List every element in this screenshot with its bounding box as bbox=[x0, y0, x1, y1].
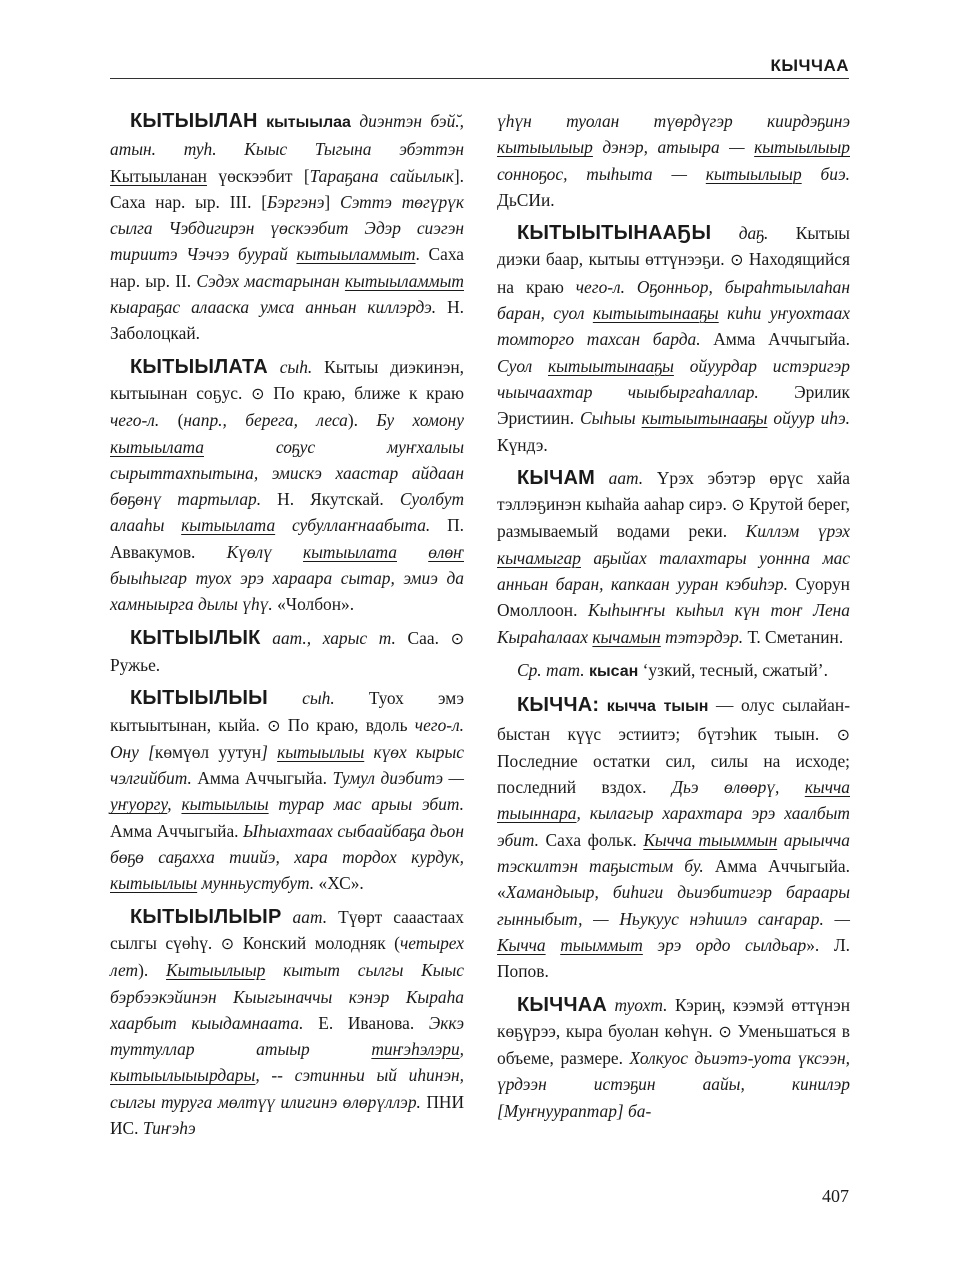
meaning-mark-icon: ⊙ bbox=[251, 383, 265, 403]
entry-kytyylan: КЫТЫЫЛАН кытыылаа диэнтэн бэй̆., атын. туһ. Кыыс Тыгына эбэттэн Кытыыланан үөскээбит [Тараҕана сайылык]. Саха нар. ыр. III. [Бэргэнэ] Сэттэ төгүрүк сылга Чэбдигирэн үөскээбит Эдэр сиэгэн тириитэ Чэчээ буурай кытыыламмыт. Саха нар. ыр. II. Сэдэх мастарынан кытыыламмыт кыараҕас алааска умса анньан киллэрдэ. Н. Заболоцкай. bbox=[110, 110, 465, 344]
meaning-mark-icon: ⊙ bbox=[220, 933, 235, 953]
entry-kychchaa: КЫЧЧАА туохт. Кэриң, кээмэй өттүнэн көҕүрээ, кыра буолан көһүн. ⊙ Уменьшаться в объеме, размере. Холкуос дьиэтэ-уота үксээн, үрдээн истэҕин аайы, кинилэр [Муҥнуураптар] ба- bbox=[497, 993, 851, 1121]
meaning-mark-icon: ⊙ bbox=[731, 495, 745, 515]
headword: КЫЧЧА: bbox=[517, 694, 600, 717]
entry-kychcha: КЫЧЧА: кычча тыын — олус сылайан-быстан күүс эстиитэ; бүтэһик тыын. ⊙ Последние остатки сил, силы на исходе; последний вздох. Дьэ өлөөрү, кычча тыыннара, кылагыр харахтара эрэ хаалбыт эбит. Саха фольк. Кычча тыыммын арыычча тэскилтэн таҕыстым бу. Амма Аччыгыйа. «Хамандыыр, биһиги дьиэбитигэр бараары гынныбыт, — Ньукуус нэһиилэ саҥарар. — Кычча тыыммыт эрэ ордо сылдьар». Л. Попов. bbox=[497, 694, 850, 982]
entry-kytyylyyr: КЫТЫЫЛЫЫР аат. Түөрт сааастаах сылгы сүөһү. ⊙ Конский молодняк (четырех лет). Кытыылыыр кытыт сылгы Кыыс бэрбээкэйинэн Кыыгыначчы кэнэр Кыраһа хаарбыт кыыдамнаата. Е. Иванова. Эккэ туттуллар атыыр тиҥэһэлэри, кытыылыыырдары, -- сэтинньи ый иһинэн, сылгы туруга мөлтүү илигинэ өлөрүллэр. ПНИ ИС. Тиҥэһэ bbox=[110, 905, 465, 1138]
entry-kytyytynaagy: КЫТЫЫТЫНААҔЫ даҕ. Кытыы диэки баар, кытыы өттүнээҕи. ⊙ Находящийся на краю чего-л. Оҕонньор, быраһтыылаһан баран, суол кытыытынааҕы киһи уҥуохтаах томторго тахсан барда. Амма Аччыгыйа. Суол кытыытынааҕы ойуурдар истэригэр чыычаахтар чыыбыргаһаллар. Эрилик Эристиин. Сыһыы кытыытынааҕы ойуур иһэ. Күндэ. bbox=[497, 222, 851, 455]
right-column bbox=[497, 108, 850, 1131]
subword: кычча тыын bbox=[606, 698, 709, 716]
meaning-mark-icon: ⊙ bbox=[718, 1021, 732, 1041]
headword: КЫТЫЫЛАТА bbox=[130, 355, 268, 378]
meaning-mark-icon: ⊙ bbox=[836, 724, 850, 744]
entry-kycham: КЫЧАМ аат. Үрэх эбэтэр өрүс хайа тэллэҕинэн кыһайа ааһар сирэ. ⊙ Крутой берег, размываемый водами реки. Киллэм үрэх кычамыгар аҕыйах талахтары уоннна мас анньан баран, капкаан ууран кэбиһэр. Суорун Омоллоон. Кыһыҥҥы кыһыл күн тоҥ Лена Кыраһалаах кычамын тэтэрдэр. Т. Сметанин. bbox=[497, 466, 851, 647]
entry-kytyylyk: КЫТЫЫЛЫК аат., харыс т. Саа. ⊙ Ружье. bbox=[110, 626, 464, 675]
headword: КЫТЫЫЛЫК bbox=[130, 626, 261, 649]
meaning-mark-icon: ⊙ bbox=[267, 715, 281, 735]
header-rule bbox=[110, 78, 849, 79]
entry-cf: Ср. тат. кысан ‘узкий, тесный, сжатый’. bbox=[517, 659, 828, 680]
headword: КЫЧЧАА bbox=[517, 993, 607, 1016]
headword: КЫТЫЫЛЫЫ bbox=[130, 687, 268, 710]
entry-kytyylyy: КЫТЫЫЛЫЫ сыһ. Туох эмэ кытыытынан, кыйа. ⊙ По краю, вдоль чего-л. Ону [көмүөл уутун] кытыылыы күөх кырыс чэлгийбит. Амма Аччыгыйа. Тумул диэбитэ — уҥуоргу, кытыылыы турар мас арыы эбит. Амма Аччыгыйа. Ыһыахтаах сыбаайбаҕа дьон бөҕө саҕаххa тиийэ, хара тордох курдук, кытыылыы мунньустубут. «ХС». bbox=[110, 687, 465, 894]
headword: КЫЧАМ bbox=[517, 466, 595, 489]
headword: КЫТЫЫТЫНААҔЫ bbox=[517, 222, 712, 245]
headword: КЫТЫЫЛЫЫР bbox=[130, 905, 282, 928]
entry-kytyylata: КЫТЫЫЛАТА сыһ. Кытыы диэкинэн, кытыынан соҕус. ⊙ По краю, ближе к краю чего-л. (напр., берега, леса). Бу хомону кытыылата соҕус муҥхалыы сырыттахпытына, эмискэ хаастар айдаан бөҕөнү тартылар. Н. Якутскай. Суолбут алааһы кытыылата субуллаҥнаабыта. П. Аввакумов. Күөлү кытыылата өлөҥ быыһыгар туох эрэ хараара сытар, эмиэ да хамныырга дылы үһү. «Чолбон». bbox=[110, 355, 465, 615]
meaning-mark-icon: ⊙ bbox=[730, 250, 744, 270]
page-number: 407 bbox=[822, 1186, 849, 1206]
meaning-mark-icon: ⊙ bbox=[450, 628, 464, 648]
running-head: КЫЧЧАА bbox=[770, 56, 849, 75]
subword: кытыылаа bbox=[266, 114, 351, 131]
entry-continuation: үһүн туолан түөрдүгэр киирдэҕинэ кытыылыыр дэнэр, атыыра — кытыылыыр сонноҕос, тыһыта — кытыылыыр биэ. ДьСИи. bbox=[497, 111, 851, 210]
left-column bbox=[110, 108, 464, 1148]
headword: КЫТЫЫЛАН bbox=[130, 110, 258, 132]
